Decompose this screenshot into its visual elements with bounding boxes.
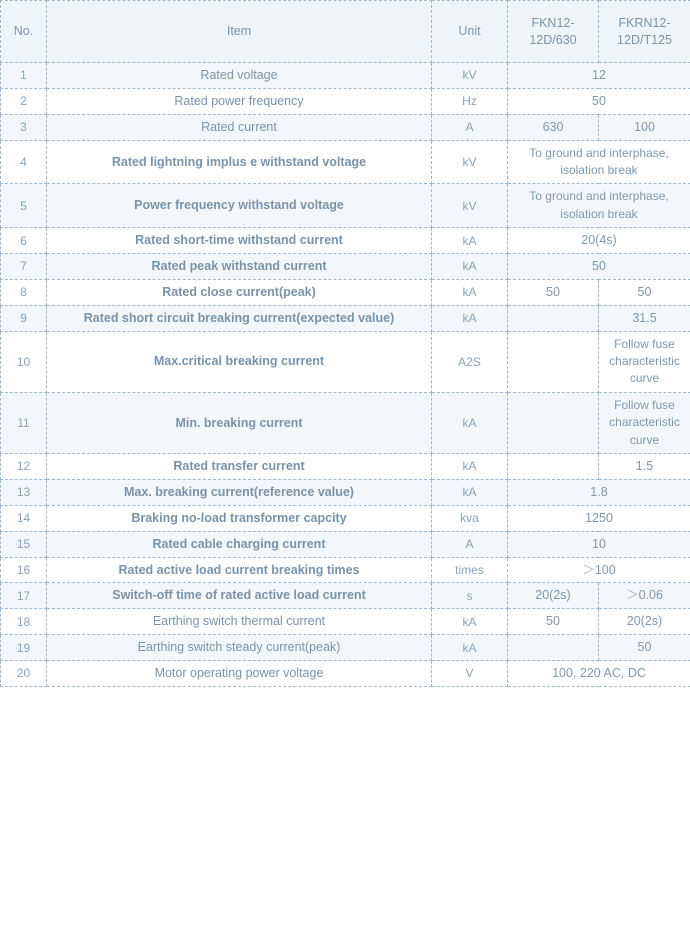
row-unit: kva xyxy=(432,505,508,531)
row-value-model-1 xyxy=(508,331,599,392)
row-unit: times xyxy=(432,557,508,583)
row-value-combined: 50 xyxy=(508,88,690,114)
row-value-model-1 xyxy=(508,305,599,331)
row-number: 3 xyxy=(1,114,47,140)
table-row xyxy=(1,279,690,305)
row-item-label: Max. breaking current(reference value) xyxy=(47,479,432,505)
row-item-label: Rated power frequency xyxy=(47,88,432,114)
row-number: 4 xyxy=(1,140,47,184)
row-number: 19 xyxy=(1,635,47,661)
row-unit: kA xyxy=(432,609,508,635)
row-item-label: Switch-off time of rated active load current xyxy=(47,583,432,609)
row-item-label: Power frequency withstand voltage xyxy=(47,184,432,228)
row-item-label: Max.critical breaking current xyxy=(47,331,432,392)
row-item-label: Rated peak withstand current xyxy=(47,254,432,280)
row-unit: kA xyxy=(432,279,508,305)
row-value-combined: ＞100 xyxy=(508,557,690,583)
row-value-model-1 xyxy=(508,635,599,661)
row-unit: kA xyxy=(432,228,508,254)
row-unit: kV xyxy=(432,140,508,184)
row-number: 7 xyxy=(1,254,47,280)
row-unit: A xyxy=(432,531,508,557)
row-item-label: Rated voltage xyxy=(47,63,432,89)
row-item-label: Rated cable charging current xyxy=(47,531,432,557)
row-value-model-1: 50 xyxy=(508,609,599,635)
row-number: 2 xyxy=(1,88,47,114)
table-row xyxy=(1,88,690,114)
row-value-combined: 12 xyxy=(508,63,690,89)
row-value-model-2: 100 xyxy=(599,114,690,140)
row-value-model-1 xyxy=(508,392,599,453)
table-row xyxy=(1,305,690,331)
header-item: Item xyxy=(47,1,432,63)
row-value-combined: 1.8 xyxy=(508,479,690,505)
row-value-model-1 xyxy=(508,454,599,480)
row-unit: V xyxy=(432,661,508,687)
row-value-model-2: 50 xyxy=(599,279,690,305)
row-number: 18 xyxy=(1,609,47,635)
table-row xyxy=(1,505,690,531)
table-row xyxy=(1,63,690,89)
row-value-model-1: 630 xyxy=(508,114,599,140)
row-number: 6 xyxy=(1,228,47,254)
row-value-model-1: 50 xyxy=(508,279,599,305)
row-value-combined: To ground and interphase, isolation break xyxy=(508,140,690,184)
row-number: 17 xyxy=(1,583,47,609)
table-row xyxy=(1,557,690,583)
row-item-label: Rated close current(peak) xyxy=(47,279,432,305)
row-item-label: Rated active load current breaking times xyxy=(47,557,432,583)
table-row xyxy=(1,331,690,392)
row-value-combined: 20(4s) xyxy=(508,228,690,254)
row-number: 1 xyxy=(1,63,47,89)
table-header xyxy=(1,1,690,63)
header-model-1: FKN12-12D/630 xyxy=(508,1,599,63)
row-unit: s xyxy=(432,583,508,609)
row-value-model-2: 1.5 xyxy=(599,454,690,480)
header-row xyxy=(1,1,690,63)
table-row xyxy=(1,392,690,453)
row-unit: Hz xyxy=(432,88,508,114)
row-item-label: Earthing switch steady current(peak) xyxy=(47,635,432,661)
row-item-label: Earthing switch thermal current xyxy=(47,609,432,635)
row-item-label: Rated current xyxy=(47,114,432,140)
row-number: 8 xyxy=(1,279,47,305)
table-row xyxy=(1,531,690,557)
row-value-model-1: 20(2s) xyxy=(508,583,599,609)
header-no: No. xyxy=(1,1,47,63)
row-item-label: Braking no-load transformer capcity xyxy=(47,505,432,531)
row-unit: A xyxy=(432,114,508,140)
row-number: 16 xyxy=(1,557,47,583)
row-item-label: Rated lightning implus e withstand voltage xyxy=(47,140,432,184)
row-value-model-2: ＞0.06 xyxy=(599,583,690,609)
table-row xyxy=(1,479,690,505)
row-value-model-2: Follow fuse characteristic curve xyxy=(599,392,690,453)
table-row xyxy=(1,114,690,140)
row-number: 11 xyxy=(1,392,47,453)
row-value-model-2: Follow fuse characteristic curve xyxy=(599,331,690,392)
row-number: 10 xyxy=(1,331,47,392)
row-value-combined: 10 xyxy=(508,531,690,557)
row-value-model-2: 50 xyxy=(599,635,690,661)
row-value-combined: 1250 xyxy=(508,505,690,531)
table-row xyxy=(1,184,690,228)
table-row xyxy=(1,609,690,635)
table-row xyxy=(1,254,690,280)
header-model-2: FKRN12-12D/T125 xyxy=(599,1,690,63)
row-item-label: Rated short circuit breaking current(expected value) xyxy=(47,305,432,331)
row-number: 20 xyxy=(1,661,47,687)
row-value-combined: To ground and interphase, isolation break xyxy=(508,184,690,228)
row-value-combined: 100, 220 AC, DC xyxy=(508,661,690,687)
table-row xyxy=(1,583,690,609)
table-row xyxy=(1,661,690,687)
row-number: 12 xyxy=(1,454,47,480)
row-value-model-2: 20(2s) xyxy=(599,609,690,635)
row-item-label: Rated transfer current xyxy=(47,454,432,480)
row-number: 9 xyxy=(1,305,47,331)
row-unit: kA xyxy=(432,305,508,331)
row-number: 14 xyxy=(1,505,47,531)
table-row xyxy=(1,635,690,661)
header-unit: Unit xyxy=(432,1,508,63)
row-unit: kA xyxy=(432,254,508,280)
row-unit: A2S xyxy=(432,331,508,392)
row-item-label: Rated short-time withstand current xyxy=(47,228,432,254)
table-row xyxy=(1,140,690,184)
table-row xyxy=(1,228,690,254)
row-unit: kA xyxy=(432,479,508,505)
row-unit: kV xyxy=(432,63,508,89)
row-unit: kV xyxy=(432,184,508,228)
row-number: 5 xyxy=(1,184,47,228)
table-row xyxy=(1,454,690,480)
row-value-combined: 50 xyxy=(508,254,690,280)
row-item-label: Min. breaking current xyxy=(47,392,432,453)
row-unit: kA xyxy=(432,454,508,480)
row-unit: kA xyxy=(432,392,508,453)
row-item-label: Motor operating power voltage xyxy=(47,661,432,687)
table-body xyxy=(1,63,690,687)
row-value-model-2: 31.5 xyxy=(599,305,690,331)
row-unit: kA xyxy=(432,635,508,661)
row-number: 15 xyxy=(1,531,47,557)
row-number: 13 xyxy=(1,479,47,505)
